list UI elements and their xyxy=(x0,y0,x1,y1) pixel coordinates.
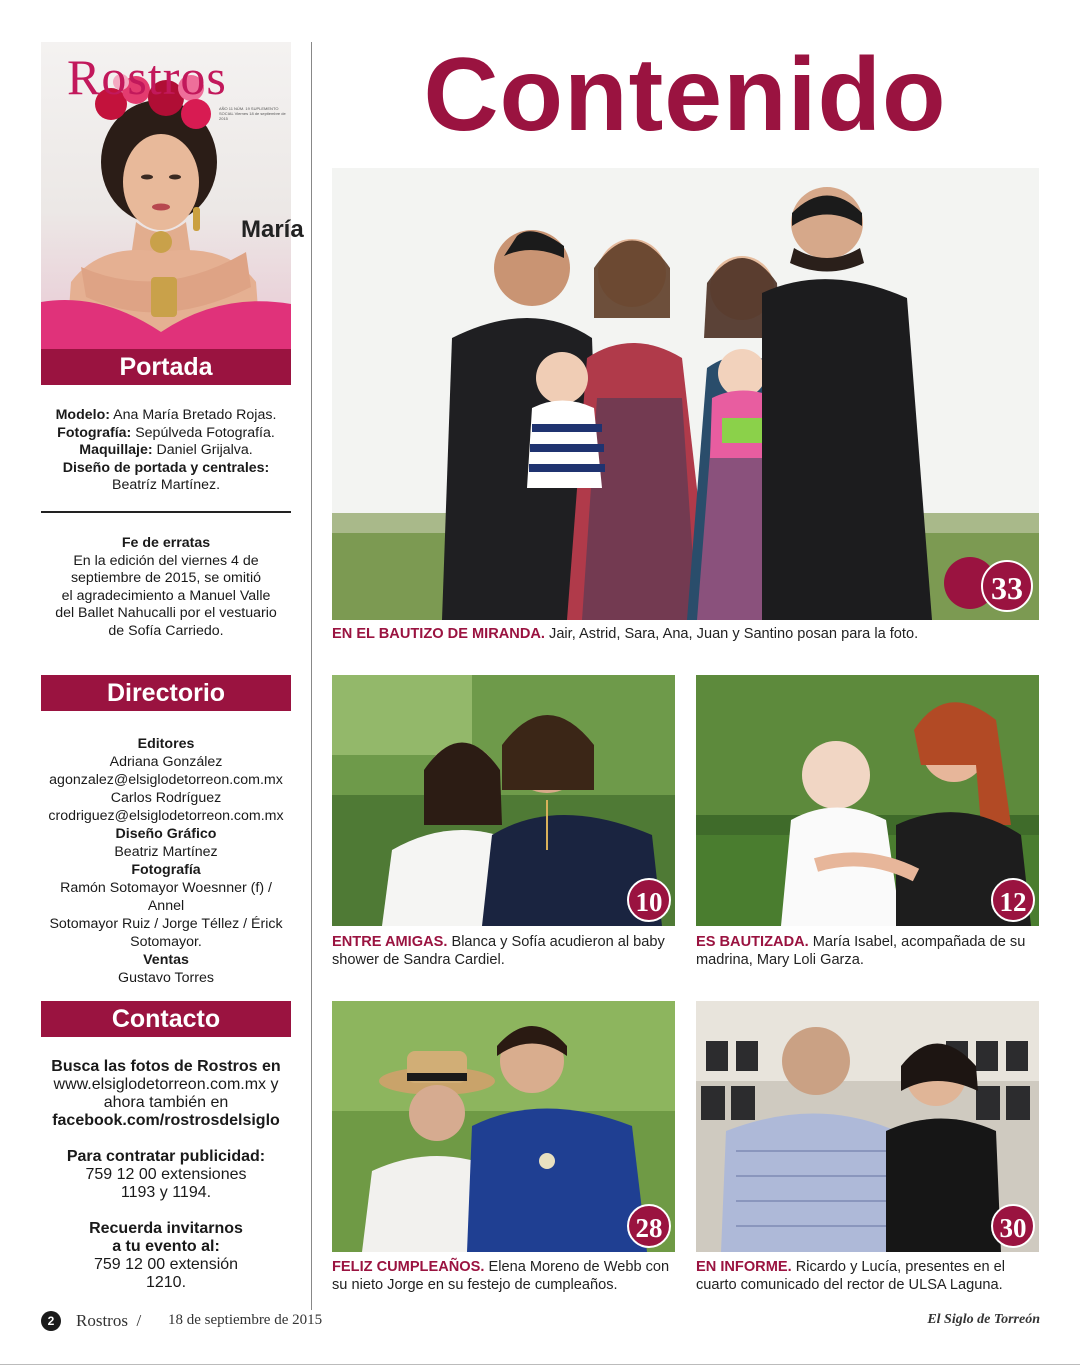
report-event-photo xyxy=(696,1001,1039,1252)
caption-lead: FELIZ CUMPLEAÑOS. xyxy=(332,1259,485,1275)
page-badge[interactable]: 30 xyxy=(991,1204,1035,1248)
contact-phone: 1193 y 1194. xyxy=(120,1184,212,1201)
errata-line: de Sofía Carriedo. xyxy=(108,622,224,639)
contact-website-link[interactable]: www.elsiglodetorreon.com.mx y xyxy=(53,1076,279,1093)
page-badge[interactable]: 28 xyxy=(627,1204,671,1248)
caption-lead: ENTRE AMIGAS. xyxy=(332,934,448,950)
feature-caption xyxy=(332,625,1039,643)
directorio-list xyxy=(41,735,291,987)
caption-text: Ricardo y Lucía, presentes en el cuarto comunicado del rector de ULSA Laguna. xyxy=(696,1259,1006,1293)
birthday-photo xyxy=(332,1001,675,1252)
friends-photo xyxy=(332,675,675,926)
contact-phone: 1210. xyxy=(145,1274,187,1291)
contact-facebook-link[interactable]: facebook.com/rostrosdelsiglo xyxy=(52,1112,280,1129)
footer-separator: / xyxy=(136,1311,142,1330)
errata-block xyxy=(41,535,291,640)
caption-lead: EN INFORME. xyxy=(696,1259,792,1275)
feature-photo-friends[interactable] xyxy=(332,675,675,926)
page-badge[interactable]: 33 xyxy=(981,560,1033,612)
page-number: 2 xyxy=(41,1311,61,1331)
page-title: Contenido xyxy=(423,37,947,153)
feature-photo-baptism[interactable] xyxy=(332,168,1039,620)
errata-line: del Ballet Nahucalli por el vestuario xyxy=(55,605,277,621)
cover-logo: Rostros xyxy=(67,49,227,105)
directory-name: Adriana González xyxy=(109,754,223,770)
errata-line: el agradecimiento a Manuel Valle xyxy=(61,587,271,604)
feature-photo-baptized[interactable] xyxy=(696,675,1039,926)
errata-title: Fe de erratas xyxy=(121,535,211,551)
contact-line: a tu evento al: xyxy=(112,1238,220,1255)
feature-photo-birthday[interactable] xyxy=(332,1001,675,1252)
caption-lead: EN EL BAUTIZO DE MIRANDA. xyxy=(332,626,545,642)
cover-issue-text: AÑO 11 NÚM. 19 SUPLEMENTO SOCIAL Viernes 18 de septiembre de 2015 xyxy=(219,106,286,121)
directory-name: Sotomayor Ruiz / Jorge Téllez / Érick xyxy=(49,916,283,932)
contact-line: ahora también en xyxy=(103,1094,229,1111)
page-badge[interactable]: 12 xyxy=(991,878,1035,922)
column-divider xyxy=(311,42,312,1310)
divider xyxy=(41,511,291,513)
directory-role: Editores xyxy=(137,736,195,752)
page-edge xyxy=(0,1364,1080,1365)
feature-caption xyxy=(332,1258,675,1294)
contact-line: Busca las fotos de Rostros en xyxy=(51,1058,281,1075)
errata-line: En la edición del viernes 4 de xyxy=(73,552,259,569)
cover-thumbnail[interactable] xyxy=(41,42,304,349)
credit-model: Modelo: Ana María Bretado Rojas. xyxy=(55,407,277,423)
footer-publisher: El Siglo de Torreón xyxy=(927,1312,1040,1327)
footer-brand: Rostros / xyxy=(76,1311,142,1330)
contact-spacer xyxy=(41,1202,291,1220)
caption-text: María Isabel, acompañada de su madrina, Mary Loli Garza. xyxy=(696,934,1026,968)
credit-makeup: Maquillaje: Daniel Grijalva. xyxy=(79,442,253,458)
feature-photo-report[interactable] xyxy=(696,1001,1039,1252)
contact-line: Recuerda invitarnos xyxy=(89,1220,243,1237)
directory-name: Carlos Rodríguez xyxy=(110,790,222,806)
contact-spacer xyxy=(41,1130,291,1148)
directory-role: Ventas xyxy=(143,952,189,968)
directory-role: Diseño Gráfico xyxy=(115,826,217,842)
page-badge[interactable]: 10 xyxy=(627,878,671,922)
contact-line: Para contratar publicidad: xyxy=(66,1148,266,1165)
contact-phone: 759 12 00 extensión xyxy=(93,1256,239,1273)
portada-credits xyxy=(41,407,291,495)
directorio-heading: Directorio xyxy=(41,675,291,711)
caption-lead: ES BAUTIZADA. xyxy=(696,934,809,950)
directory-email[interactable]: agonzalez@elsiglodetorreon.com.mx xyxy=(49,772,283,788)
credit-design-name: Beatríz Martínez. xyxy=(111,477,221,493)
contact-phone: 759 12 00 extensiones xyxy=(85,1166,247,1183)
directory-name: Gustavo Torres xyxy=(118,970,214,986)
credit-photography: Fotografía: Sepúlveda Fotografía. xyxy=(57,424,275,441)
contacto-block xyxy=(41,1058,291,1292)
feature-caption xyxy=(696,933,1039,969)
caption-text: Blanca y Sofía acudieron al baby shower de Sandra Cardiel. xyxy=(332,934,665,968)
feature-caption xyxy=(696,1258,1039,1294)
caption-text: Jair, Astrid, Sara, Ana, Juan y Santino posan para la foto. xyxy=(544,626,919,642)
baptism-photo xyxy=(696,675,1039,926)
errata-line: septiembre de 2015, se omitió xyxy=(70,570,262,586)
directory-name: Beatriz Martínez xyxy=(114,844,218,860)
directory-name: Sotomayor. xyxy=(130,934,202,950)
directory-name: Ramón Sotomayor Woesnner (f) / Annel xyxy=(60,880,272,914)
feature-caption xyxy=(332,933,675,969)
family-group-photo xyxy=(332,168,1039,620)
directory-email[interactable]: crodriguez@elsiglodetorreon.com.mx xyxy=(48,808,284,824)
portada-heading: Portada xyxy=(41,349,291,385)
caption-text: Elena Moreno de Webb con su nieto Jorge en su festejo de cumpleaños. xyxy=(332,1259,670,1293)
credit-design: Diseño de portada y centrales: xyxy=(62,459,270,476)
contacto-heading: Contacto xyxy=(41,1001,291,1037)
footer-date: 18 de septiembre de 2015 xyxy=(168,1312,323,1328)
cover-model-name: María xyxy=(241,216,304,243)
directory-role: Fotografía xyxy=(131,862,201,878)
